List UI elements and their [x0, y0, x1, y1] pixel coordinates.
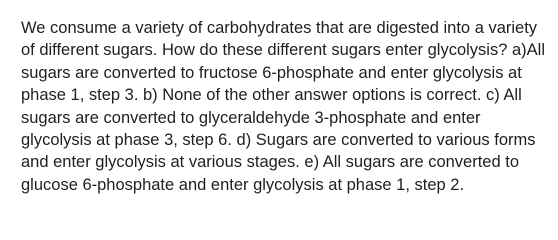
- question-text: We consume a variety of carbohydrates that are digested into a variety of different sugars. How do these different sugars enter glycolysis? a)All sugars are converted to fructose 6-phosphate and enter glycolysis at phase 1, step 3. b) None of the other answer options is correct. c) All sugars are converted to glyceraldehyde 3-phosphate and enter glycolysis at phase 3, step 6. d) Sugars are converted to various forms and enter glycolysis at various stages. e) All sugars are converted to glucose 6-phosphate and enter glycolysis at phase 1, step 2.: [21, 19, 545, 194]
